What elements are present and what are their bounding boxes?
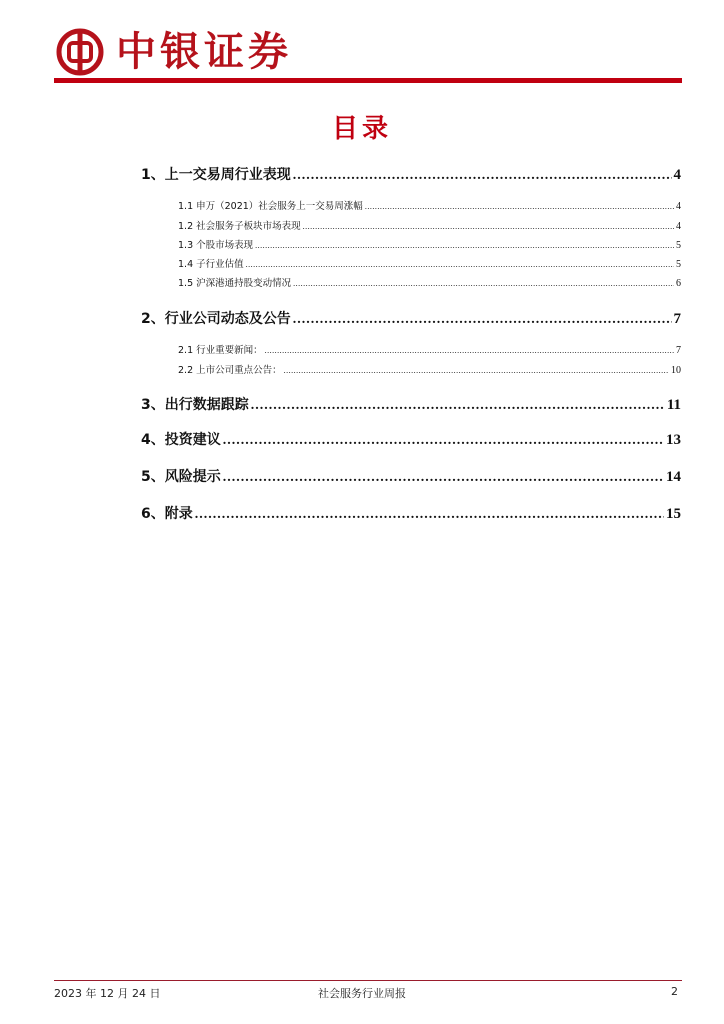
toc-entry[interactable] bbox=[141, 429, 681, 449]
toc-entry-page: 15 bbox=[666, 506, 681, 522]
toc-dot-leader bbox=[303, 222, 674, 231]
toc-entry-label: 5、风险提示 bbox=[141, 469, 221, 485]
toc-entry-page: 4 bbox=[676, 201, 681, 212]
toc-dot-leader bbox=[223, 433, 664, 449]
toc-entry[interactable] bbox=[141, 503, 681, 523]
footer-page-number: 2 bbox=[671, 985, 678, 998]
toc-entry-page: 6 bbox=[676, 278, 681, 289]
toc-entry-label: 1.4 子行业估值 bbox=[178, 259, 244, 270]
toc-dot-leader bbox=[265, 346, 674, 355]
toc-dot-leader bbox=[365, 202, 674, 211]
toc-entry[interactable] bbox=[178, 256, 681, 270]
toc-dot-leader bbox=[293, 168, 672, 184]
toc-entry-label: 2.1 行业重要新闻： bbox=[178, 345, 263, 356]
toc-entry[interactable] bbox=[178, 362, 681, 376]
footer-date: 2023 年 12 月 24 日 bbox=[54, 987, 161, 1000]
bank-of-china-logo-icon bbox=[56, 28, 104, 76]
toc-entry-label: 2、行业公司动态及公告 bbox=[141, 311, 291, 327]
toc-entry-label: 3、出行数据跟踪 bbox=[141, 397, 249, 413]
brand-name: 中银证券 bbox=[116, 28, 292, 75]
toc-entry-label: 1.3 个股市场表现 bbox=[178, 240, 254, 251]
toc-entry-label: 1.5 沪深港通持股变动情况 bbox=[178, 278, 292, 289]
toc-entry-page: 7 bbox=[676, 345, 681, 356]
toc-dot-leader bbox=[223, 470, 664, 486]
toc-entry-page: 4 bbox=[673, 167, 681, 183]
toc-entry-page: 7 bbox=[673, 311, 681, 327]
toc-entry[interactable] bbox=[178, 237, 681, 251]
toc-dot-leader bbox=[255, 241, 674, 250]
toc-dot-leader bbox=[251, 398, 665, 414]
toc-entry-label: 4、投资建议 bbox=[141, 432, 221, 448]
toc-dot-leader bbox=[293, 312, 672, 328]
toc-dot-leader bbox=[284, 366, 669, 375]
toc-entry-page: 10 bbox=[671, 365, 681, 376]
toc-entry[interactable] bbox=[141, 164, 681, 184]
toc-dot-leader bbox=[246, 260, 674, 269]
toc-entry-label: 6、附录 bbox=[141, 506, 193, 522]
toc-entry-page: 5 bbox=[676, 259, 681, 270]
toc-entry[interactable] bbox=[178, 342, 681, 356]
toc-entry-page: 4 bbox=[676, 221, 681, 232]
toc-title: 目录 bbox=[331, 114, 392, 144]
toc-entry-page: 13 bbox=[666, 432, 681, 448]
toc-entry-label: 1、上一交易周行业表现 bbox=[141, 167, 291, 183]
toc-entry[interactable] bbox=[178, 218, 681, 232]
toc-dot-leader bbox=[195, 507, 664, 523]
toc-entry-page: 14 bbox=[666, 469, 681, 485]
toc-entry-label: 2.2 上市公司重点公告： bbox=[178, 365, 282, 376]
toc-entry[interactable] bbox=[141, 394, 681, 414]
toc-entry[interactable] bbox=[178, 198, 681, 212]
toc-entry[interactable] bbox=[178, 275, 681, 289]
header-divider bbox=[54, 78, 682, 83]
toc-entry-page: 5 bbox=[676, 240, 681, 251]
toc-dot-leader bbox=[293, 279, 674, 288]
toc-entry-page: 11 bbox=[666, 397, 681, 413]
toc-entry[interactable] bbox=[141, 308, 681, 328]
toc-entry[interactable] bbox=[141, 466, 681, 486]
footer-divider bbox=[54, 980, 682, 981]
footer-report-type: 社会服务行业周报 bbox=[318, 987, 406, 1000]
page-header bbox=[54, 26, 682, 84]
toc-entry-label: 1.2 社会服务子板块市场表现 bbox=[178, 221, 301, 232]
toc-entry-label: 1.1 申万（2021）社会服务上一交易周涨幅 bbox=[178, 201, 363, 212]
